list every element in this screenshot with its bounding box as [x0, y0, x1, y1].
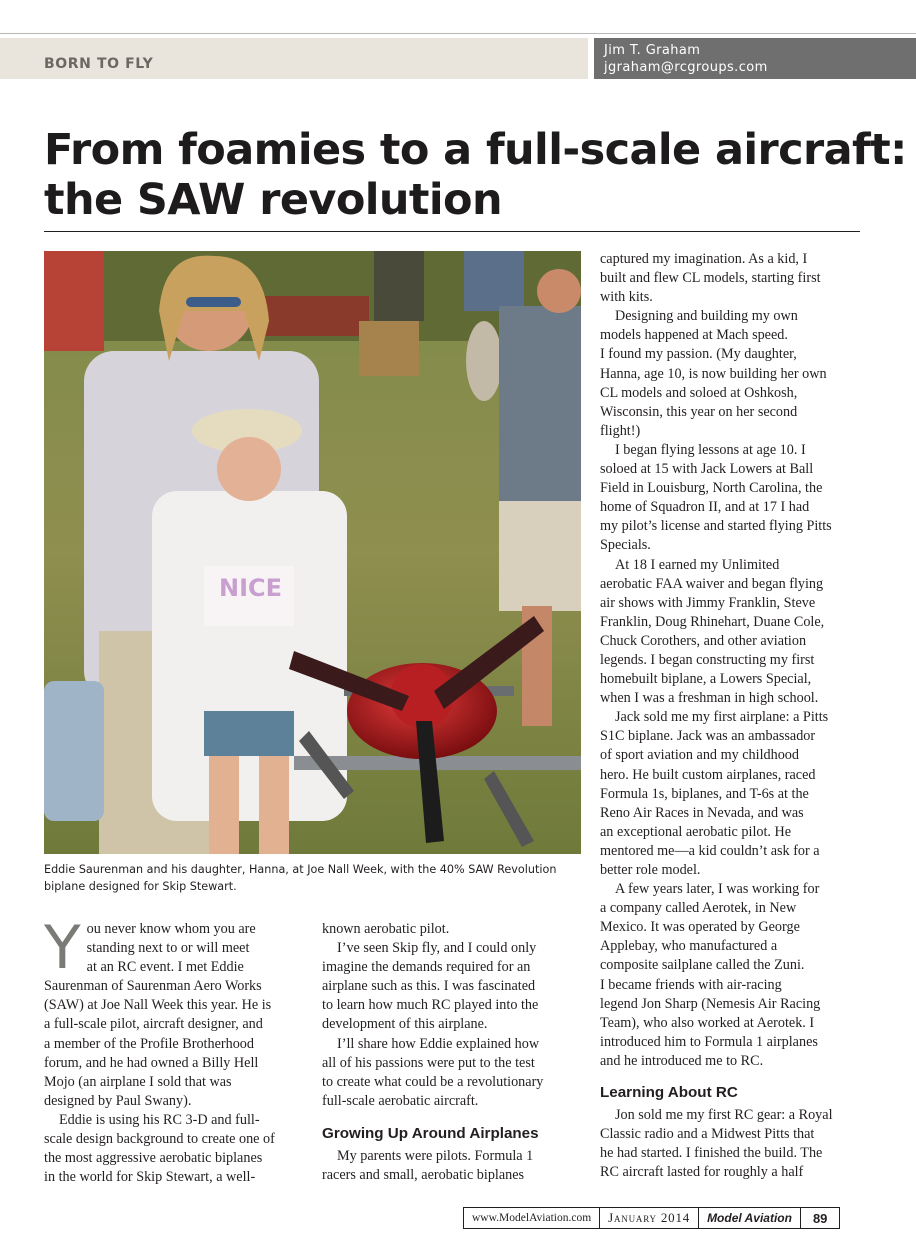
body-line: Jack sold me my first airplane: a Pitts [615, 709, 829, 726]
body-line: Franklin, Doug Rhinehart, Duane Cole, [600, 613, 825, 630]
body-line: airplane such as this. I was fascinated [322, 978, 536, 995]
body-line: built and flew CL models, starting first [600, 270, 821, 287]
body-line: Eddie is using his RC 3-D and full- [59, 1111, 260, 1128]
body-line: in the world for Skip Stewart, a well- [44, 1169, 256, 1186]
headline-line-2: the SAW revolution [44, 175, 502, 225]
body-line: mentored me—a kid couldn’t ask for a [600, 842, 820, 859]
footer-magazine: Model Aviation [699, 1208, 801, 1228]
svg-text:NICE: NICE [219, 574, 283, 602]
body-line: captured my imagination. As a kid, I [600, 251, 808, 267]
caption-line: Eddie Saurenman and his daughter, Hanna, at Joe Nall Week, with the 40% SAW Revolution [44, 863, 557, 876]
body-line: Specials. [600, 537, 651, 554]
photo [44, 251, 581, 854]
column-3-body [600, 250, 868, 1071]
subhead-growing-up: Growing Up Around Airplanes [322, 1124, 539, 1142]
body-line: my pilot’s license and started flying Pitts [600, 518, 832, 535]
top-rule [0, 33, 916, 34]
body-line: standing next to or will meet [86, 940, 250, 957]
body-line: development of this airplane. [322, 1016, 488, 1033]
body-line: Mojo (an airplane I sold that was [44, 1073, 232, 1090]
author-name: Jim T. Graham [604, 43, 701, 58]
body-line: Wisconsin, this year on her second [600, 403, 798, 420]
body-line: better role model. [600, 862, 701, 878]
author-email[interactable]: jgraham@rcgroups.com [604, 60, 768, 75]
body-line: Formula 1s, biplanes, and T-6s at the [600, 785, 809, 802]
body-line: flight!) [600, 422, 641, 439]
headline-line-1: From foamies to a full-scale aircraft: [44, 125, 907, 175]
body-line: CL models and soloed at Oshkosh, [600, 384, 798, 401]
body-line: home of Squadron II, and at 17 I had [600, 499, 810, 516]
body-line: Designing and building my own [615, 308, 798, 325]
body-line: at an RC event. I met Eddie [86, 959, 244, 976]
body-line: Team), who also worked at Aerotek. I [600, 1014, 815, 1031]
photo-illustration [44, 251, 581, 854]
body-line: Chuck Corothers, and other aviation [600, 632, 807, 649]
column-3-body-continued [600, 1106, 868, 1182]
drop-cap: Y [44, 913, 81, 983]
body-line: I began flying lessons at age 10. I [615, 441, 806, 458]
body-line: Jon sold me my first RC gear: a Royal [615, 1107, 833, 1124]
body-line: legend Jon Sharp (Nemesis Air Racing [600, 995, 821, 1012]
body-line: I’ll share how Eddie explained how [337, 1035, 540, 1052]
body-line: I became friends with air-racing [600, 976, 782, 993]
body-line: full-scale aerobatic aircraft. [322, 1092, 479, 1109]
body-line: Classic radio and a Midwest Pitts that [600, 1126, 815, 1143]
footer-date: January 2014 [600, 1208, 699, 1228]
body-line: the most aggressive aerobatic biplanes [44, 1150, 263, 1167]
body-line: Field in Louisburg, North Carolina, the [600, 480, 823, 497]
body-line: Saurenman of Saurenman Aero Works [44, 978, 262, 995]
page-number: 89 [812, 1210, 828, 1226]
body-line: he had started. I finished the build. The [600, 1145, 823, 1162]
body-line: At 18 I earned my Unlimited [615, 556, 780, 573]
body-line: S1C biplane. Jack was an ambassador [600, 728, 816, 745]
body-line: a company called Aerotek, in New [600, 900, 797, 917]
body-line: I found my passion. (My daughter, [600, 346, 797, 363]
headline [44, 125, 907, 225]
body-line: forum, and he had owned a Billy Hell [44, 1054, 259, 1071]
body-line: scale design background to create one of [44, 1131, 275, 1148]
caption-line: biplane designed for Skip Stewart. [44, 880, 237, 893]
body-line: to create what could be a revolutionary [322, 1073, 544, 1090]
body-line: racers and small, aerobatic biplanes [322, 1167, 525, 1184]
body-line: when I was a freshman in high school. [600, 690, 819, 707]
body-line: of sport aviation and my childhood [600, 747, 799, 764]
body-line: (SAW) at Joe Nall Week this year. He is [44, 997, 272, 1014]
body-line: a member of the Profile Brotherhood [44, 1035, 254, 1052]
body-line: a full-scale pilot, aircraft designer, and [44, 1016, 263, 1033]
article-column-2 [322, 920, 590, 1185]
body-line: imagine the demands required for an [322, 959, 531, 976]
article-column-3 [600, 250, 868, 1183]
author-byline [604, 42, 768, 76]
body-line: Applebay, who manufactured a [600, 938, 778, 955]
body-line: introduced him to Formula 1 airplanes [600, 1033, 818, 1050]
body-line: homebuilt biplane, a Lowers Special, [600, 671, 812, 688]
section-label: BORN TO FLY [44, 56, 154, 72]
page-footer [463, 1207, 840, 1229]
body-line: with kits. [600, 289, 653, 306]
subhead-learning-rc: Learning About RC [600, 1084, 738, 1102]
body-line: and he introduced me to RC. [600, 1052, 764, 1069]
body-line: RC aircraft lasted for roughly a half [600, 1164, 804, 1181]
body-line: an exceptional aerobatic pilot. He [600, 823, 792, 840]
body-line: A few years later, I was working for [615, 881, 820, 898]
body-line: designed by Paul Swany). [44, 1092, 192, 1109]
body-line: Mexico. It was operated by George [600, 919, 800, 936]
body-line: aerobatic FAA waiver and began flying [600, 575, 824, 592]
body-line: I’ve seen Skip fly, and I could only [337, 940, 537, 957]
body-line: My parents were pilots. Formula 1 [337, 1148, 534, 1165]
footer-url[interactable]: www.ModelAviation.com [464, 1208, 600, 1228]
headline-rule [44, 231, 860, 232]
body-line: models happened at Mach speed. [600, 327, 788, 344]
body-line: Reno Air Races in Nevada, and was [600, 804, 804, 821]
body-line: ou never know whom you are [86, 921, 256, 937]
body-line: composite sailplane called the Zuni. [600, 957, 805, 974]
body-line: air shows with Jimmy Franklin, Steve [600, 594, 816, 611]
body-line: Hanna, age 10, is now building her own [600, 365, 827, 382]
body-line: to learn how much RC played into the [322, 997, 539, 1014]
body-line: legends. I began constructing my first [600, 651, 815, 668]
body-line: known aerobatic pilot. [322, 921, 450, 937]
body-line: hero. He built custom airplanes, raced [600, 766, 816, 783]
article-column-1 [44, 913, 312, 1187]
photo-caption [44, 861, 584, 895]
body-line: all of his passions were put to the test [322, 1054, 535, 1071]
body-line: soloed at 15 with Jack Lowers at Ball [600, 461, 814, 478]
